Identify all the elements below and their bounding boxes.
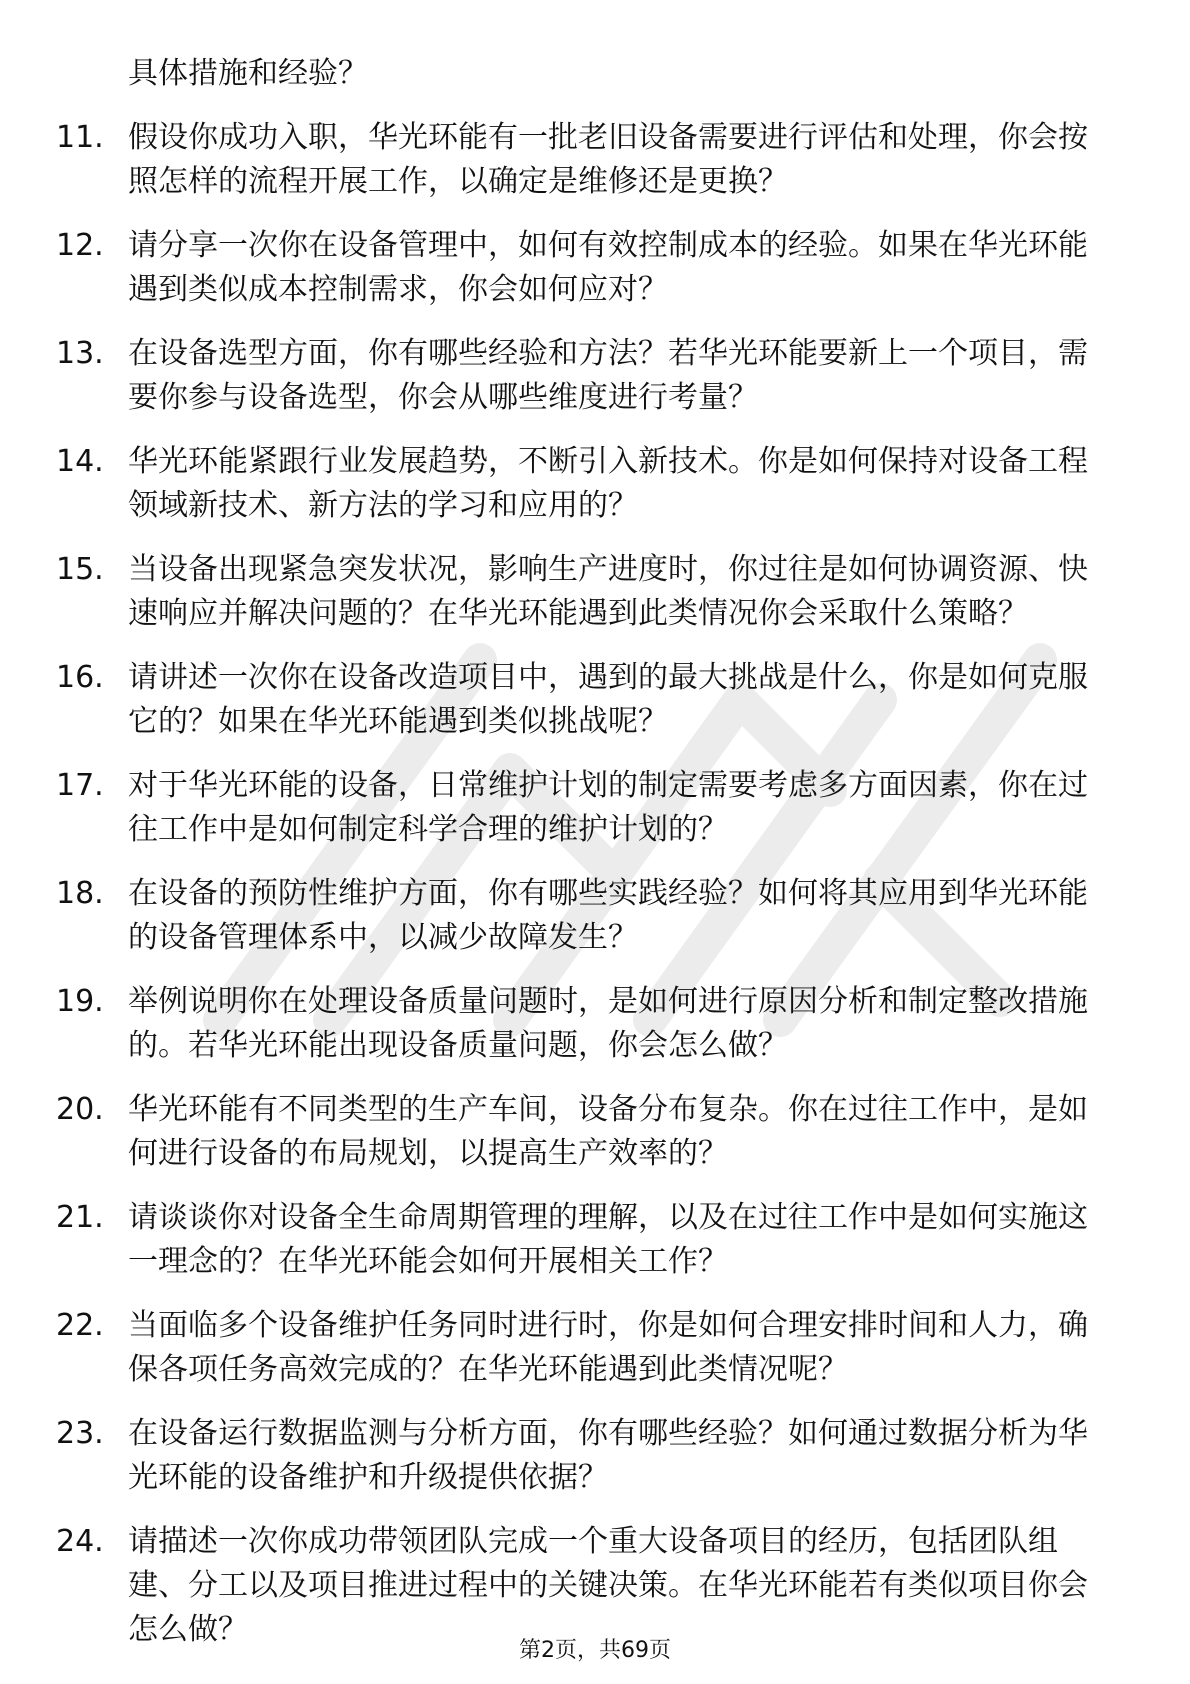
page-number-label: 第2页，共69页 bbox=[519, 1638, 671, 1663]
question-number: 23. bbox=[56, 1416, 104, 1451]
question-number: 21. bbox=[56, 1200, 104, 1235]
question-item bbox=[56, 1412, 1116, 1500]
question-text: 华光环能紧跟行业发展趋势，不断引入新技术。你是如何保持对设备工程领域新技术、新方法的学习和应用的？ bbox=[128, 444, 1088, 523]
continuation-text: 具体措施和经验？ bbox=[128, 56, 368, 91]
question-list bbox=[56, 116, 1116, 1652]
question-text: 请讲述一次你在设备改造项目中，遇到的最大挑战是什么，你是如何克服它的？如果在华光环能遇到类似挑战呢？ bbox=[128, 660, 1088, 739]
question-text: 请描述一次你成功带领团队完成一个重大设备项目的经历，包括团队组建、分工以及项目推进过程中的关键决策。在华光环能若有类似项目你会怎么做？ bbox=[128, 1524, 1088, 1647]
question-item bbox=[56, 1088, 1116, 1176]
question-number: 12. bbox=[56, 228, 104, 263]
question-item bbox=[56, 764, 1116, 852]
question-text: 举例说明你在处理设备质量问题时，是如何进行原因分析和制定整改措施的。若华光环能出现设备质量问题，你会怎么做？ bbox=[128, 984, 1088, 1063]
question-text: 对于华光环能的设备，日常维护计划的制定需要考虑多方面因素，你在过往工作中是如何制定科学合理的维护计划的？ bbox=[128, 768, 1088, 847]
question-item bbox=[56, 656, 1116, 744]
question-number: 13. bbox=[56, 336, 104, 371]
question-number: 11. bbox=[56, 120, 104, 155]
question-text: 请谈谈你对设备全生命周期管理的理解，以及在过往工作中是如何实施这一理念的？在华光环能会如何开展相关工作？ bbox=[128, 1200, 1088, 1279]
question-number: 22. bbox=[56, 1308, 104, 1343]
question-number: 20. bbox=[56, 1092, 104, 1127]
question-number: 24. bbox=[56, 1524, 104, 1559]
question-number: 16. bbox=[56, 660, 104, 695]
question-item bbox=[56, 980, 1116, 1068]
question-text: 当面临多个设备维护任务同时进行时，你是如何合理安排时间和人力，确保各项任务高效完成的？在华光环能遇到此类情况呢？ bbox=[128, 1308, 1088, 1387]
question-number: 19. bbox=[56, 984, 104, 1019]
question-text: 华光环能有不同类型的生产车间，设备分布复杂。你在过往工作中，是如何进行设备的布局规划，以提高生产效率的？ bbox=[128, 1092, 1088, 1171]
question-number: 15. bbox=[56, 552, 104, 587]
question-item bbox=[56, 116, 1116, 204]
question-item bbox=[56, 1520, 1116, 1652]
question-text: 当设备出现紧急突发状况，影响生产进度时，你过往是如何协调资源、快速响应并解决问题的？在华光环能遇到此类情况你会采取什么策略？ bbox=[128, 552, 1088, 631]
question-number: 18. bbox=[56, 876, 104, 911]
question-item bbox=[56, 548, 1116, 636]
question-text: 在设备选型方面，你有哪些经验和方法？若华光环能要新上一个项目，需要你参与设备选型，你会从哪些维度进行考量？ bbox=[128, 336, 1088, 415]
question-number: 14. bbox=[56, 444, 104, 479]
question-text: 在设备运行数据监测与分析方面，你有哪些经验？如何通过数据分析为华光环能的设备维护和升级提供依据？ bbox=[128, 1416, 1088, 1495]
question-text: 在设备的预防性维护方面，你有哪些实践经验？如何将其应用到华光环能的设备管理体系中，以减少故障发生？ bbox=[128, 876, 1088, 955]
question-number: 17. bbox=[56, 768, 104, 803]
page-footer bbox=[0, 1636, 1190, 1666]
question-text: 请分享一次你在设备管理中，如何有效控制成本的经验。如果在华光环能遇到类似成本控制需求，你会如何应对？ bbox=[128, 228, 1088, 307]
question-item bbox=[56, 224, 1116, 312]
question-text: 假设你成功入职，华光环能有一批老旧设备需要进行评估和处理，你会按照怎样的流程开展工作，以确定是维修还是更换？ bbox=[128, 120, 1088, 199]
question-item bbox=[56, 1196, 1116, 1284]
question-item bbox=[56, 440, 1116, 528]
question-item bbox=[56, 1304, 1116, 1392]
question-item bbox=[56, 872, 1116, 960]
question-content bbox=[56, 52, 1116, 1672]
question-item bbox=[56, 332, 1116, 420]
